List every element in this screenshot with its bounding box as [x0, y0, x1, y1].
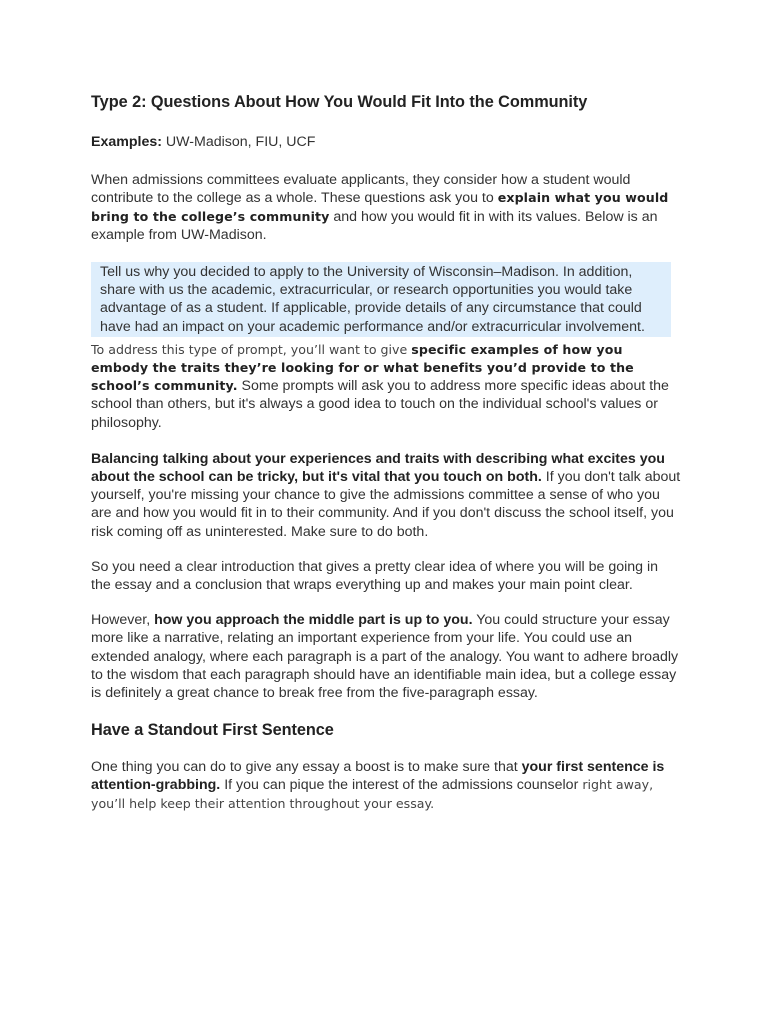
paragraph-address-bold: specific examples of how you embody the traits they’re looking for or what benefits you’d provide to the school’s community. [91, 341, 634, 394]
paragraph-intro-conclusion: So you need a clear introduction that gives a pretty clear idea of where you will be going in the essay and a conclusion that wraps everything up and makes your main point clear. [91, 558, 659, 594]
document-body [91, 92, 681, 813]
examples-text: UW-Madison, FIU, UCF [161, 134, 316, 150]
paragraph-first-bold: your first sentence is attention-grabbing. [91, 759, 665, 794]
paragraph-balancing [91, 450, 681, 541]
prompt-quote-text: Tell us why you decided to apply to the University of Wisconsin–Madison. In addition, share with us the academic, extracurricular, or research opportunities you would take advantage of as a student. If applicable, provide details of any circumstance that could have had an impact on your academic performance and/or extracurricular involvement. [100, 264, 645, 335]
paragraph-middle-bold: how you approach the middle part is up to you. [154, 612, 473, 629]
paragraph-intro [91, 171, 681, 244]
examples-line [91, 133, 681, 151]
paragraph-middle-text: However, [91, 612, 155, 629]
examples-label: Examples: [91, 134, 162, 150]
paragraph-intro-text-end: and how you would fit in with its values. Below is an example from UW-Madison. [91, 208, 658, 243]
paragraph-first-text: One thing you can do to give any essay a boost is to make sure that [91, 759, 522, 776]
paragraph-intro-bold: explain what you would bring to the college’s community [91, 190, 669, 224]
prompt-quote-box [91, 262, 671, 337]
paragraph-address-text: To address this type of prompt, you’ll want to give [91, 341, 412, 357]
paragraph-middle-part [91, 611, 681, 702]
paragraph-middle-text-end: You could structure your essay more like a narrative, relating an important experience from your life. You could use an extended analogy, where each paragraph is a part of the analogy. You want to adhere broadly to the wisdom that each paragraph should have an identifiable main idea, but a college essay is definitely a great chance to break free from the five-paragraph essay. [91, 612, 679, 702]
section-heading-type2: Type 2: Questions About How You Would Fit Into the Community [91, 93, 588, 111]
paragraph-first-text-end: right away, you’ll help keep their attention throughout your essay. [91, 777, 654, 811]
paragraph-first-text-mid: If you can pique the interest of the admissions counselor [220, 777, 579, 794]
section-heading-first-sentence: Have a Standout First Sentence [91, 721, 334, 740]
paragraph-balancing-bold: Balancing talking about your experiences and traits with describing what excites you about the school can be tricky, but it's vital that you touch on both. [91, 450, 665, 486]
paragraph-balancing-text: If you don't talk about yourself, you're missing your chance to give the admissions committee a sense of who you are and how you would fit in to their community. And if you don't discuss the school itself, you risk coming off as uninterested. Make sure to do both. [91, 469, 681, 540]
paragraph-intro-text: When admissions committees evaluate applicants, they consider how a student would contribute to the college as a whole. These questions ask you to [91, 172, 631, 207]
paragraph-first-sentence [91, 758, 681, 813]
paragraph-address-text-end: Some prompts will ask you to address more specific ideas about the school than others, but it's always a good idea to touch on the individual school's values or philosophy. [91, 378, 669, 431]
paragraph-address-prompt [91, 341, 681, 432]
